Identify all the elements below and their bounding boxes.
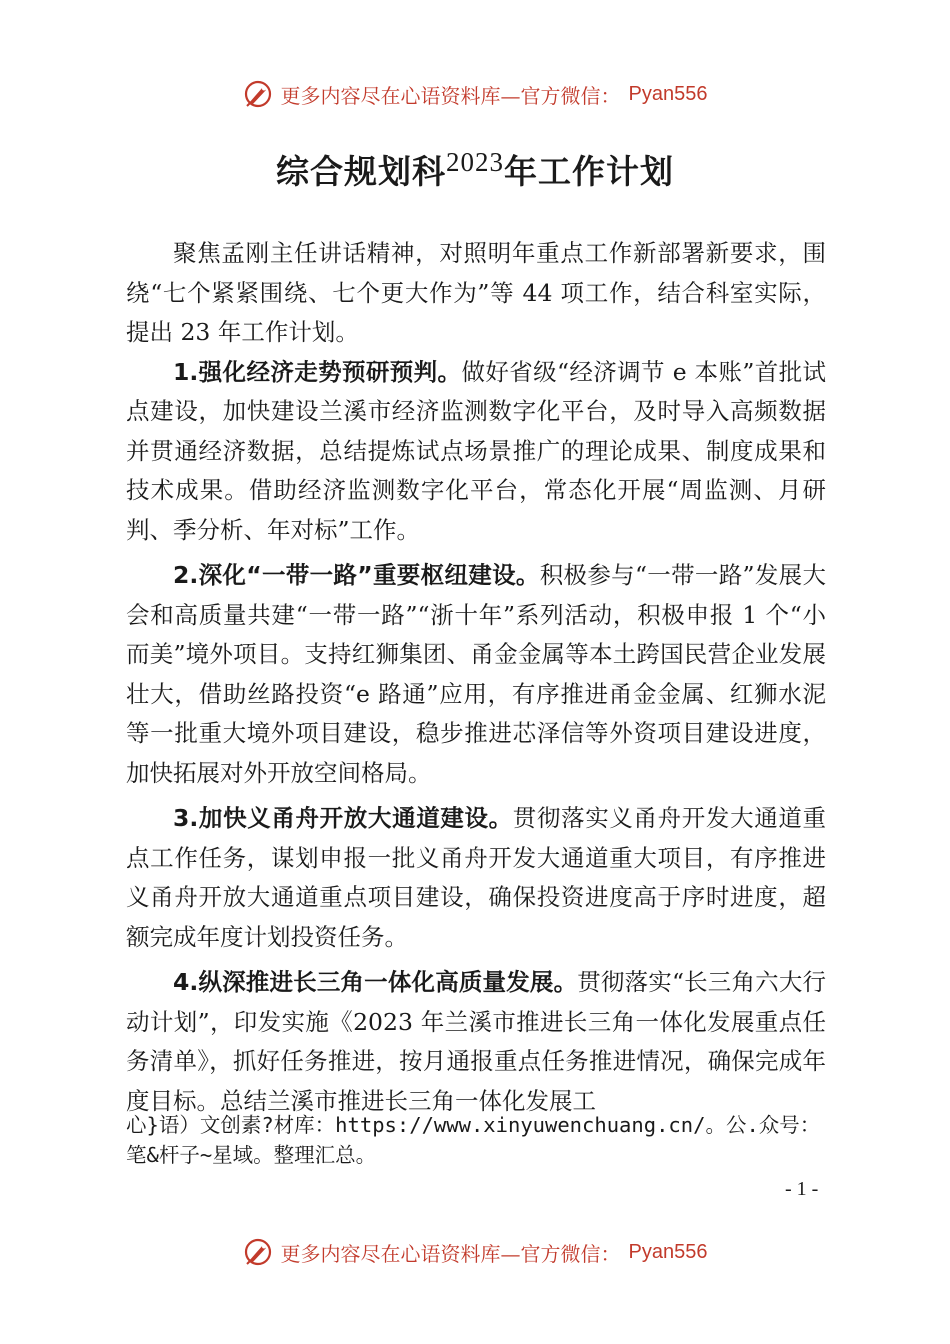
- section-paragraph: [126, 353, 826, 551]
- wechat-id: Pyan556: [628, 1240, 708, 1263]
- title-suffix: 年工作计划: [504, 152, 674, 191]
- footer-banner: [0, 1232, 950, 1272]
- section-paragraph: [126, 799, 826, 957]
- fountain-pen-logo-icon: [243, 79, 273, 109]
- section-paragraph: [126, 963, 826, 1121]
- title-prefix: 综合规划科: [276, 152, 446, 191]
- document-body: [126, 234, 826, 1121]
- section-paragraph: [126, 556, 826, 793]
- section-heading: 4.纵深推进长三角一体化高质量发展。: [173, 968, 578, 996]
- section-text: 贯彻落实“长三角六大行动计划”，印发实施《2023 年兰溪市推进长三角一体化发展重点任务清单》，抓好任务推进，按月通报重点任务推进情况，确保完成年度目标。总结兰溪市推进长三角一体化发展工: [126, 968, 827, 1115]
- banner-text: 更多内容尽在心语资料库—官方微信：: [280, 83, 621, 108]
- header-banner: [0, 74, 950, 114]
- section-text: 做好省级“经济调节 e 本账”首批试点建设，加快建设兰溪市经济监测数字化平台，及时导入高频数据并贯通经济数据，总结提炼试点场景推广的理论成果、制度成果和技术成果。借助经济监测数字化平台，常态化开展“周监测、月研判、季分析、年对标”工作。: [126, 357, 827, 544]
- title-year: 2023: [446, 147, 504, 177]
- section-heading: 3.加快义甬舟开放大通道建设。: [173, 804, 513, 832]
- section-heading: 2.深化“一带一路”重要枢纽建设。: [173, 561, 540, 589]
- source-note: 心}语）文创素?材库：https://www.xinyuwenchuang.cn/。公.众号：笔&杆子~星域。整理汇总。: [126, 1113, 821, 1167]
- banner-text: 更多内容尽在心语资料库—官方微信：: [280, 1241, 621, 1266]
- intro-paragraph: 聚焦孟刚主任讲话精神，对照明年重点工作新部署新要求，围绕“七个紧紧围绕、七个更大作为”等 44 项工作，结合科室实际，提出 23 年工作计划。: [126, 239, 826, 346]
- page-number: - 1 -: [785, 1178, 819, 1200]
- section-text: 贯彻落实义甬舟开发大通道重点工作任务，谋划申报一批义甬舟开发大通道重大项目，有序推进义甬舟开放大通道重点项目建设，确保投资进度高于序时进度，超额完成年度计划投资任务。: [126, 804, 826, 951]
- fountain-pen-logo-icon: [243, 1237, 273, 1267]
- wechat-id: Pyan556: [628, 82, 708, 105]
- section-text: 积极参与“一带一路”发展大会和高质量共建“一带一路”“浙十年”系列活动，积极申报 1 个“小而美”境外项目。支持红狮集团、甬金金属等本土跨国民营企业发展壮大，借助丝路投资“e 路通”应用，有序推进甬金金属、红狮水泥等一批重大境外项目建设，稳步推进芯泽信等外资项目建设进度，加快拓展对外开放空间格局。: [126, 561, 827, 787]
- section-heading: 1.强化经济走势预研预判。: [173, 357, 462, 386]
- document-title: [0, 146, 950, 193]
